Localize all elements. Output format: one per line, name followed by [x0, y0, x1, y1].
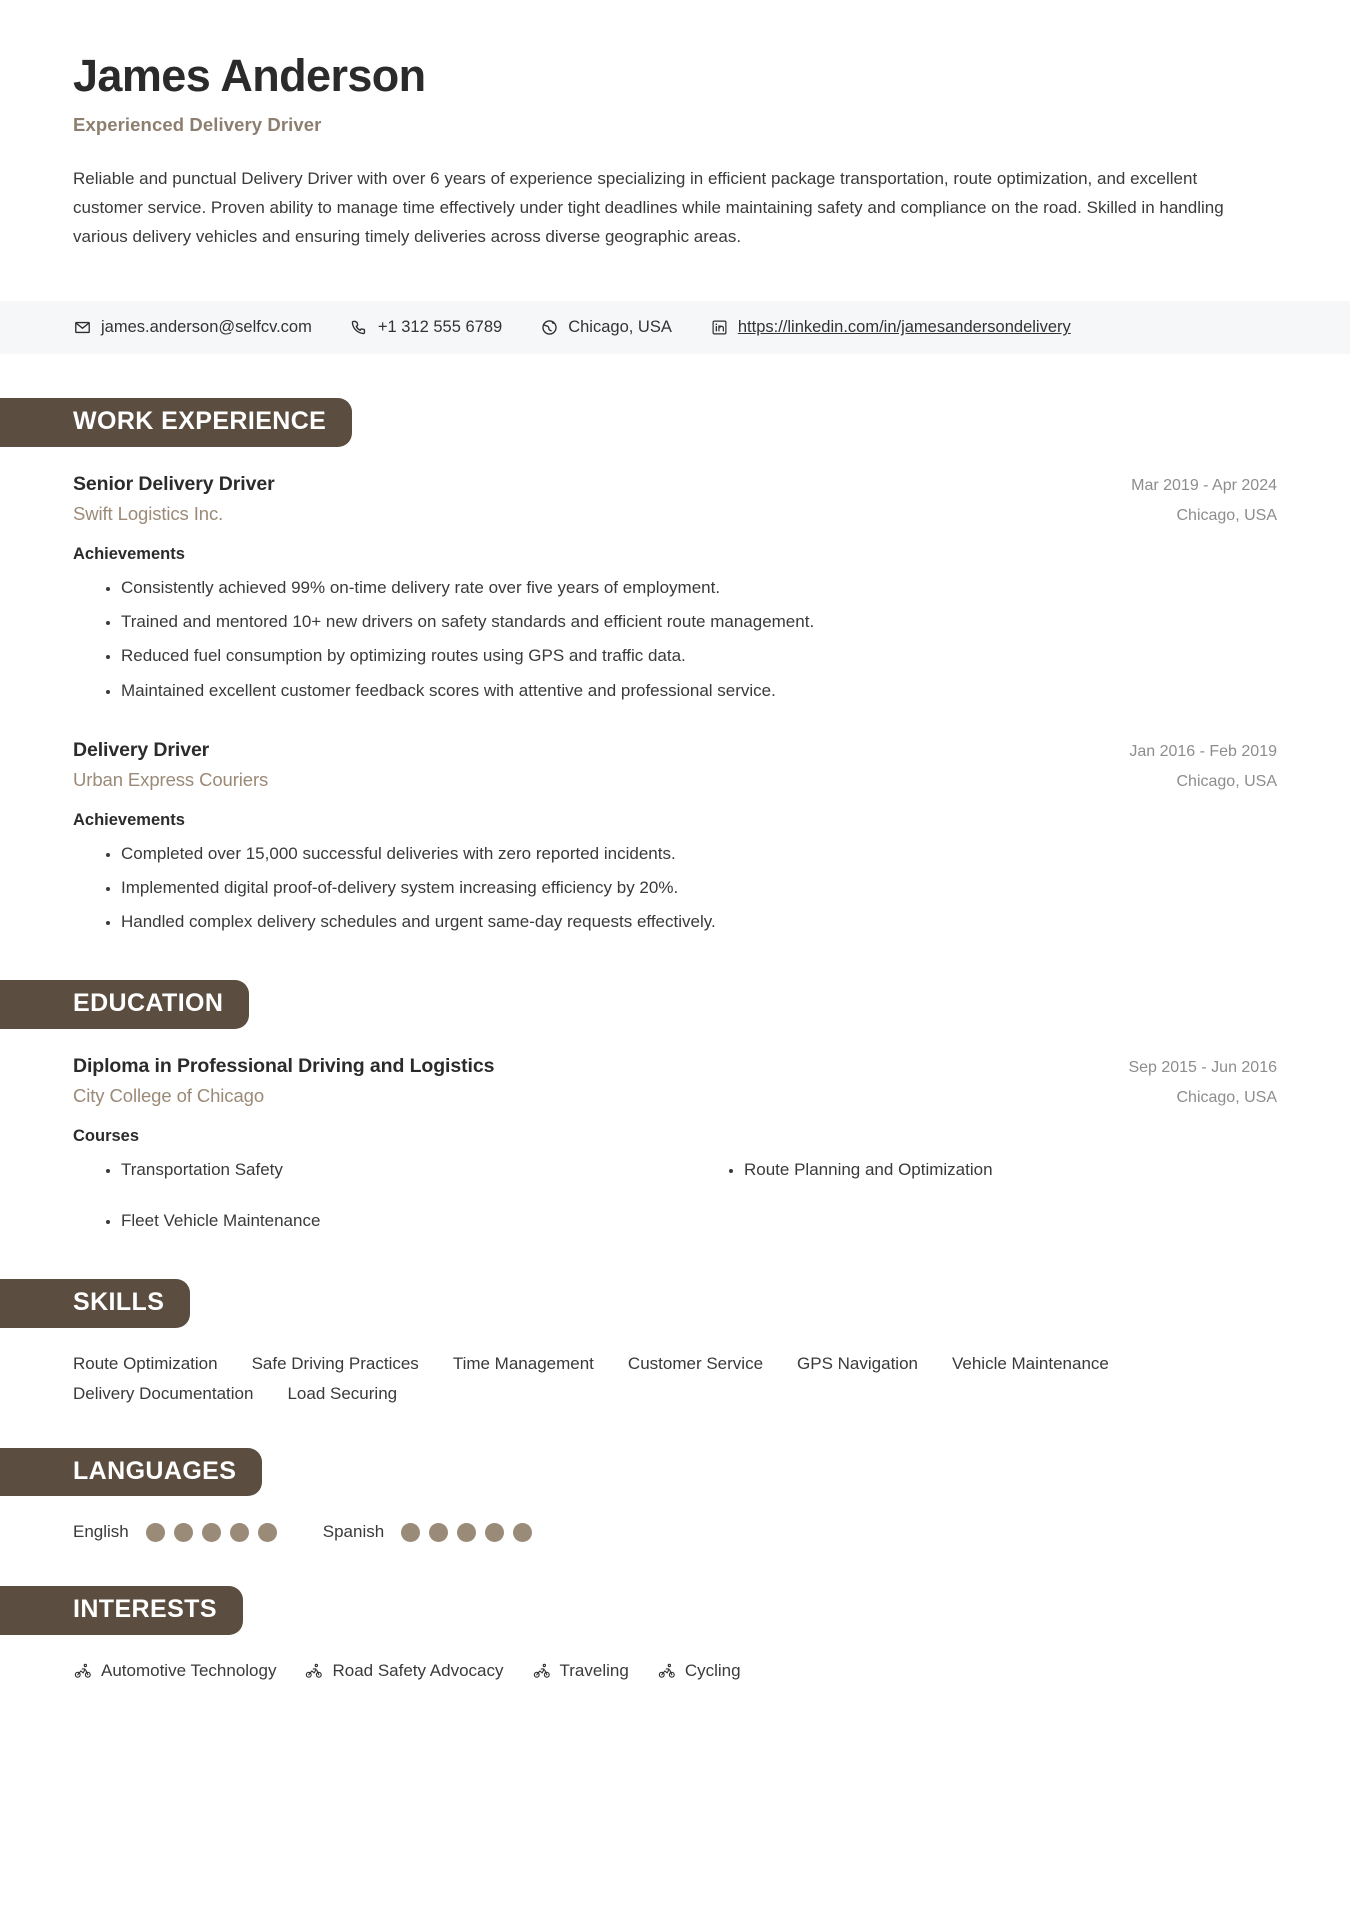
contact-email-text: james.anderson@selfcv.com	[101, 318, 312, 337]
list-item: • Handled complex delivery schedules and urgent same-day requests effectively.	[121, 907, 1277, 936]
education-entry-sublabel: Courses	[73, 1126, 140, 1145]
professional-summary: Reliable and punctual Delivery Driver with over 6 years of experience specializing in efficient package transportation, route optimization, and excellent customer service. Proven ability to manage time effectively under tight deadlines while maintaining safety and compliance on the road. Skilled in handling various delivery vehicles and ensuring timely deliveries across diverse geographic areas.	[73, 168, 1224, 247]
section-interests	[0, 1586, 1350, 1681]
education-entry-org-row	[73, 1078, 1277, 1107]
work-entry-header-row	[73, 739, 1277, 762]
work-entry-org-row	[73, 762, 1277, 791]
work-entry-location: Chicago, USA	[1176, 506, 1277, 524]
language-level-dots	[401, 1523, 532, 1542]
contact-location-text: Chicago, USA	[568, 318, 672, 337]
bicycle-icon	[73, 1661, 93, 1681]
bicycle-icon	[532, 1661, 552, 1681]
globe-icon	[540, 318, 559, 337]
skill-item: GPS Navigation	[797, 1353, 918, 1373]
interest-label: Cycling	[684, 1660, 741, 1680]
section-languages	[0, 1448, 1350, 1543]
work-entry-title: Delivery Driver	[73, 738, 210, 761]
list-item: • Reduced fuel consumption by optimizing routes using GPS and traffic data.	[121, 641, 1277, 670]
list-item: • Completed over 15,000 successful deliveries with zero reported incidents.	[121, 839, 1277, 868]
level-dot	[202, 1523, 221, 1542]
list-item: • Implemented digital proof-of-delivery system increasing efficiency by 20%.	[121, 873, 1277, 902]
section-education	[0, 980, 1350, 1235]
bicycle-icon	[304, 1661, 324, 1681]
list-item: • Route Planning and Optimization	[744, 1155, 1277, 1184]
skills-body	[0, 1354, 1350, 1404]
languages-list	[73, 1522, 1277, 1542]
work-entry	[73, 473, 1277, 705]
phone-icon	[350, 318, 369, 337]
list-item: • Consistently achieved 99% on-time delivery rate over five years of employment.	[121, 573, 1277, 602]
work-entry-organization: Swift Logistics Inc.	[73, 502, 224, 524]
section-title-education: EDUCATION	[0, 980, 249, 1029]
contact-phone[interactable]	[350, 318, 502, 337]
resume-header	[0, 0, 1350, 281]
interests-body	[0, 1661, 1350, 1681]
level-dot	[457, 1523, 476, 1542]
work-entry-bullets	[73, 839, 1277, 937]
contact-location	[540, 318, 672, 337]
interest-label: Road Safety Advocacy	[332, 1660, 504, 1680]
education-entry-organization: City College of Chicago	[73, 1084, 265, 1106]
language-name: Spanish	[322, 1522, 385, 1542]
education-entries	[0, 1055, 1350, 1235]
linkedin-icon	[710, 318, 729, 337]
level-dot	[429, 1523, 448, 1542]
work-entry-sublabel: Achievements	[73, 544, 185, 563]
interest-item	[657, 1661, 741, 1681]
level-dot	[513, 1523, 532, 1542]
language-level-dots	[146, 1523, 277, 1542]
work-experience-entries	[0, 473, 1350, 937]
section-title-work-experience: WORK EXPERIENCE	[0, 398, 352, 447]
work-entry-date: Mar 2019 - Apr 2024	[1131, 476, 1277, 494]
envelope-icon	[73, 318, 92, 337]
skill-item: Vehicle Maintenance	[951, 1353, 1109, 1373]
work-entry-organization: Urban Express Couriers	[73, 768, 269, 790]
section-work-experience	[0, 398, 1350, 936]
language-name: English	[73, 1522, 129, 1542]
level-dot	[146, 1523, 165, 1542]
skill-item: Customer Service	[627, 1353, 764, 1373]
list-item: • Transportation Safety	[121, 1155, 654, 1184]
work-entry-date: Jan 2016 - Feb 2019	[1129, 742, 1277, 760]
skill-item: Load Securing	[287, 1383, 398, 1403]
work-entry-location: Chicago, USA	[1176, 772, 1277, 790]
contact-linkedin-text[interactable]: https://linkedin.com/in/jamesandersondelivery	[737, 318, 1071, 337]
candidate-name: James Anderson	[73, 50, 426, 101]
contact-email[interactable]	[73, 318, 312, 337]
interest-label: Traveling	[559, 1660, 629, 1680]
skill-item: Route Optimization	[73, 1353, 218, 1373]
section-title-languages: LANGUAGES	[0, 1448, 262, 1497]
languages-body	[0, 1522, 1350, 1542]
interest-item	[73, 1661, 276, 1681]
interests-list	[73, 1661, 1277, 1681]
skill-item: Time Management	[452, 1353, 594, 1373]
level-dot	[485, 1523, 504, 1542]
education-entry-title: Diploma in Professional Driving and Logistics	[73, 1054, 495, 1077]
section-title-skills: SKILLS	[0, 1279, 190, 1328]
level-dot	[258, 1523, 277, 1542]
education-entry-location: Chicago, USA	[1176, 1088, 1277, 1106]
education-entry-date: Sep 2015 - Jun 2016	[1128, 1058, 1277, 1076]
education-entry	[73, 1055, 1277, 1235]
skill-item: Safe Driving Practices	[251, 1353, 419, 1373]
education-course-list	[73, 1155, 1277, 1235]
candidate-job-title: Experienced Delivery Driver	[73, 113, 322, 135]
contact-phone-text: +1 312 555 6789	[377, 318, 503, 337]
contact-bar	[0, 301, 1350, 354]
list-item: • Trained and mentored 10+ new drivers on safety standards and efficient route management.	[121, 607, 1277, 636]
work-entry-header-row	[73, 473, 1277, 496]
interest-label: Automotive Technology	[101, 1660, 277, 1680]
work-entry-sublabel: Achievements	[73, 810, 185, 829]
language-item	[323, 1522, 532, 1542]
level-dot	[401, 1523, 420, 1542]
work-entry-title: Senior Delivery Driver	[73, 472, 275, 495]
skills-list	[73, 1354, 1183, 1404]
education-entry-header-row	[73, 1055, 1277, 1078]
section-skills	[0, 1279, 1350, 1404]
list-item: • Fleet Vehicle Maintenance	[121, 1206, 654, 1235]
contact-linkedin[interactable]	[710, 318, 1071, 337]
work-entry-org-row	[73, 496, 1277, 525]
language-item	[73, 1522, 277, 1542]
level-dot	[174, 1523, 193, 1542]
list-item: • Maintained excellent customer feedback scores with attentive and professional service.	[121, 676, 1277, 705]
work-entry	[73, 739, 1277, 937]
work-entry-bullets	[73, 573, 1277, 705]
interest-item	[532, 1661, 629, 1681]
level-dot	[230, 1523, 249, 1542]
bicycle-icon	[657, 1661, 677, 1681]
section-title-interests: INTERESTS	[0, 1586, 243, 1635]
interest-item	[304, 1661, 503, 1681]
skill-item: Delivery Documentation	[73, 1383, 254, 1403]
